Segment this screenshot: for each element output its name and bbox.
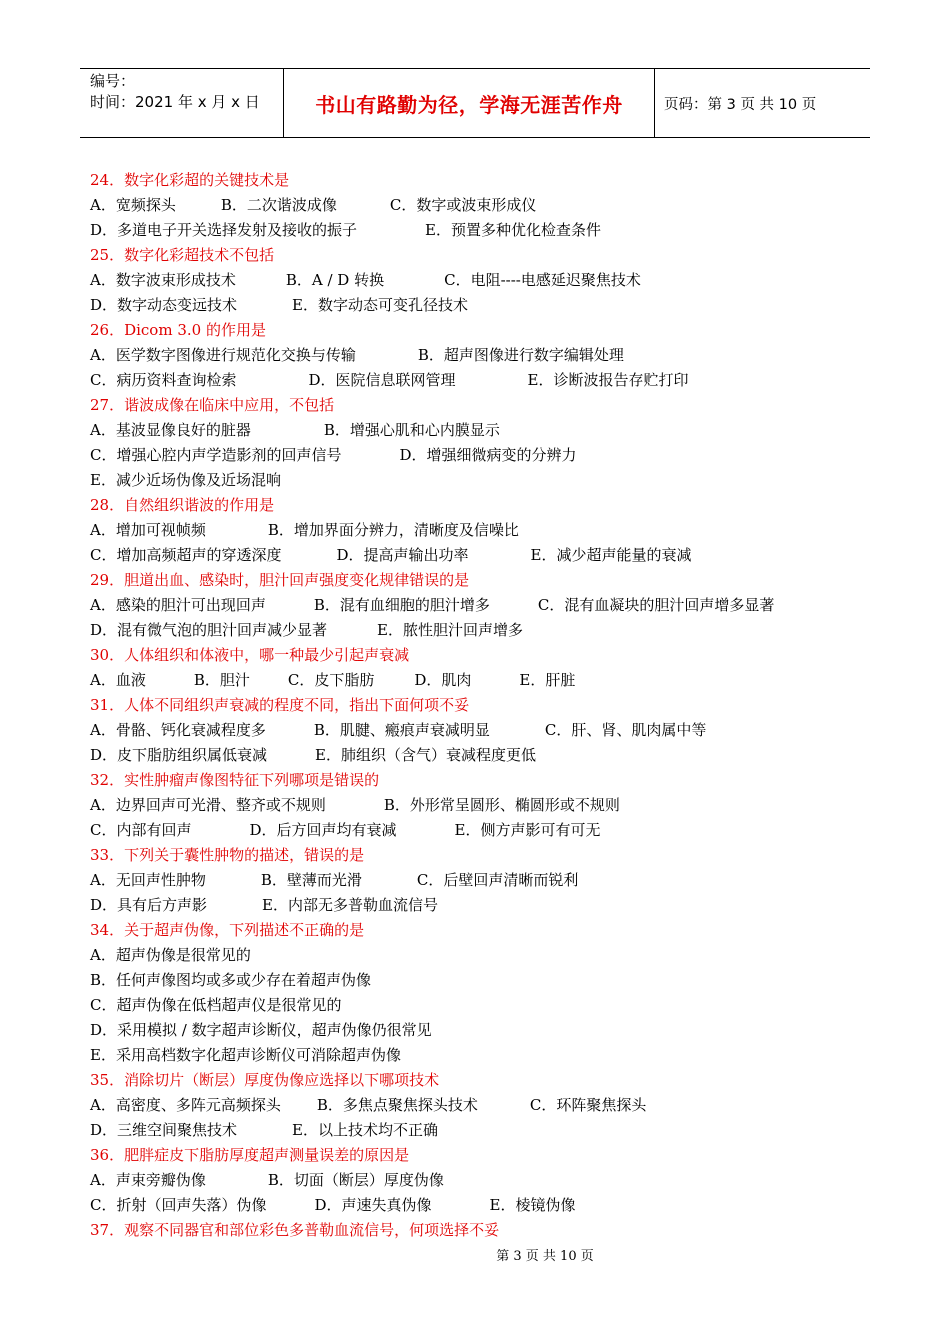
option-row — [90, 1093, 860, 1118]
answer-option: A．血液 — [90, 671, 146, 689]
question-stem: 24．数字化彩超的关键技术是 — [90, 171, 290, 189]
answer-option: B．超声图像进行数字编辑处理 — [417, 346, 624, 364]
answer-option: C．皮下脂肪 — [287, 671, 375, 689]
answer-option: A．边界回声可光滑、整齐或不规则 — [90, 796, 326, 814]
answer-option: E．诊断波报告存贮打印 — [527, 371, 689, 389]
answer-option: E．脓性胆汁回声增多 — [377, 621, 523, 639]
option-row — [90, 668, 860, 693]
answer-option: A．声束旁瓣伪像 — [90, 1171, 206, 1189]
option-row — [90, 1168, 860, 1193]
option-row — [90, 518, 860, 543]
answer-option: C．数字或波束形成仪 — [389, 196, 537, 214]
answer-option: D．具有后方声影 — [90, 896, 208, 914]
option-row — [90, 443, 860, 468]
option-row — [90, 418, 860, 443]
option-row — [90, 993, 860, 1018]
option-row — [90, 293, 860, 318]
answer-option: D．肌肉 — [414, 671, 472, 689]
page-number-cell — [655, 69, 870, 137]
answer-option: A．数字波束形成技术 — [90, 271, 236, 289]
answer-option: D．混有微气泡的胆汁回声减少显著 — [90, 621, 328, 639]
answer-option: C．病历资料查询检索 — [90, 371, 237, 389]
answer-option: C．增强心腔内声学造影剂的回声信号 — [90, 446, 342, 464]
answer-option: A．增加可视帧频 — [90, 521, 206, 539]
answer-option: E．采用高档数字化超声诊断仪可消除超声伪像 — [90, 1046, 401, 1064]
question-stem: 36．肥胖症皮下脂肪厚度超声测量误差的原因是 — [90, 1146, 410, 1164]
answer-option: C．电阻----电感延迟聚焦技术 — [444, 271, 641, 289]
question-stem: 32．实性肿瘤声像图特征下列哪项是错误的 — [90, 771, 380, 789]
question-stem: 28．自然组织谐波的作用是 — [90, 496, 275, 514]
answer-option: B．增强心肌和心内膜显示 — [323, 421, 500, 439]
answer-option: D．增强细微病变的分辨力 — [399, 446, 577, 464]
question-list — [90, 168, 860, 1243]
question-stem: 25．数字化彩超技术不包括 — [90, 246, 275, 264]
option-row — [90, 543, 860, 568]
option-row — [90, 193, 860, 218]
answer-option: D．多道电子开关选择发射及接收的振子 — [90, 221, 358, 239]
option-row — [90, 1043, 860, 1068]
answer-option: E．肝脏 — [519, 671, 576, 689]
motto-cell — [283, 69, 655, 137]
answer-option: B．壁薄而光滑 — [260, 871, 362, 889]
option-row — [90, 1193, 860, 1218]
answer-option: A．基波显像良好的脏器 — [90, 421, 251, 439]
answer-option: B．肌腱、瘢痕声衰减明显 — [313, 721, 490, 739]
page-number-label: 页码：第 3 页 共 10 页 — [664, 96, 817, 113]
answer-option: E．棱镜伪像 — [489, 1196, 576, 1214]
answer-option: B．切面（断层）厚度伪像 — [267, 1171, 444, 1189]
answer-option: B．多焦点聚焦探头技术 — [316, 1096, 478, 1114]
option-row — [90, 943, 860, 968]
answer-option: A．骨骼、钙化衰减程度多 — [90, 721, 266, 739]
answer-option: D．三维空间聚焦技术 — [90, 1121, 238, 1139]
answer-option: D．后方回声均有衰减 — [249, 821, 397, 839]
option-row — [90, 618, 860, 643]
option-row — [90, 718, 860, 743]
answer-option: C．后壁回声清晰而锐利 — [416, 871, 579, 889]
answer-option: C．增加高频超声的穿透深度 — [90, 546, 282, 564]
answer-option: D．数字动态变远技术 — [90, 296, 238, 314]
answer-option: C．环阵聚焦探头 — [529, 1096, 647, 1114]
option-row — [90, 968, 860, 993]
question-stem: 35．消除切片（断层）厚度伪像应选择以下哪项技术 — [90, 1071, 440, 1089]
answer-option: A．超声伪像是很常见的 — [90, 946, 251, 964]
answer-option: C．混有血凝块的胆汁回声增多显著 — [537, 596, 775, 614]
question-stem: 31．人体不同组织声衰减的程度不同，指出下面何项不妥 — [90, 696, 470, 714]
answer-option: C．内部有回声 — [90, 821, 192, 839]
date-label: 时间：2021 年 x 月 x 日 — [90, 93, 260, 111]
answer-option: C．超声伪像在低档超声仪是很常见的 — [90, 996, 342, 1014]
answer-option: E．数字动态可变孔径技术 — [292, 296, 468, 314]
option-row — [90, 368, 860, 393]
answer-option: E．预置多种优化检查条件 — [425, 221, 601, 239]
question-stem: 27．谐波成像在临床中应用，不包括 — [90, 396, 335, 414]
page-header — [80, 68, 870, 138]
option-row — [90, 893, 860, 918]
answer-option: A．宽频探头 — [90, 196, 176, 214]
question-stem: 34．关于超声伪像，下列描述不正确的是 — [90, 921, 365, 939]
option-row — [90, 593, 860, 618]
answer-option: E．减少超声能量的衰减 — [530, 546, 692, 564]
question-stem: 29．胆道出血、感染时，胆汁回声强度变化规律错误的是 — [90, 571, 470, 589]
answer-option: E．侧方声影可有可无 — [454, 821, 601, 839]
option-row — [90, 1118, 860, 1143]
question-stem: 33．下列关于囊性肿物的描述，错误的是 — [90, 846, 365, 864]
answer-option: A．无回声性肿物 — [90, 871, 206, 889]
answer-option: B．二次谐波成像 — [220, 196, 337, 214]
answer-option: D．提高声输出功率 — [336, 546, 469, 564]
answer-option: B．增加界面分辨力，清晰度及信噪比 — [267, 521, 519, 539]
option-row — [90, 1018, 860, 1043]
answer-option: B．A / D 转换 — [285, 271, 385, 289]
question-stem: 30．人体组织和体液中，哪一种最少引起声衰减 — [90, 646, 410, 664]
header-left-cell — [80, 69, 283, 137]
page-footer: 第 3 页 共 10 页 — [496, 1249, 594, 1264]
option-row — [90, 218, 860, 243]
number-label: 编号： — [90, 72, 136, 90]
option-row — [90, 818, 860, 843]
answer-option: D．医院信息联网管理 — [308, 371, 456, 389]
answer-option: B．任何声像图均或多或少存在着超声伪像 — [90, 971, 372, 989]
answer-option: E．肺组织（含气）衰减程度更低 — [315, 746, 536, 764]
option-row — [90, 793, 860, 818]
answer-option: A．感染的胆汁可出现回声 — [90, 596, 266, 614]
answer-option: D．声速失真伪像 — [314, 1196, 432, 1214]
answer-option: B．混有血细胞的胆汁增多 — [313, 596, 490, 614]
answer-option: B．胆汁 — [193, 671, 250, 689]
answer-option: D．采用模拟 / 数字超声诊断仪，超声伪像仍很常见 — [90, 1021, 432, 1039]
answer-option: D．皮下脂肪组织属低衰减 — [90, 746, 268, 764]
option-row — [90, 743, 860, 768]
answer-option: E．以上技术均不正确 — [292, 1121, 438, 1139]
option-row — [90, 268, 860, 293]
answer-option: E．内部无多普勒血流信号 — [262, 896, 438, 914]
option-row — [90, 468, 860, 493]
question-stem: 37．观察不同器官和部位彩色多普勒血流信号，何项选择不妥 — [90, 1221, 500, 1239]
question-stem: 26．Dicom 3.0 的作用是 — [90, 321, 266, 339]
answer-option: A．医学数字图像进行规范化交换与传输 — [90, 346, 356, 364]
answer-option: E．减少近场伪像及近场混响 — [90, 471, 281, 489]
answer-option: A．高密度、多阵元高频探头 — [90, 1096, 281, 1114]
option-row — [90, 343, 860, 368]
option-row — [90, 868, 860, 893]
answer-option: C．肝、肾、肌肉属中等 — [544, 721, 707, 739]
answer-option: C．折射（回声失落）伪像 — [90, 1196, 267, 1214]
motto-text: 书山有路勤为径，学海无涯苦作舟 — [315, 92, 623, 117]
answer-option: B．外形常呈圆形、椭圆形或不规则 — [383, 796, 620, 814]
